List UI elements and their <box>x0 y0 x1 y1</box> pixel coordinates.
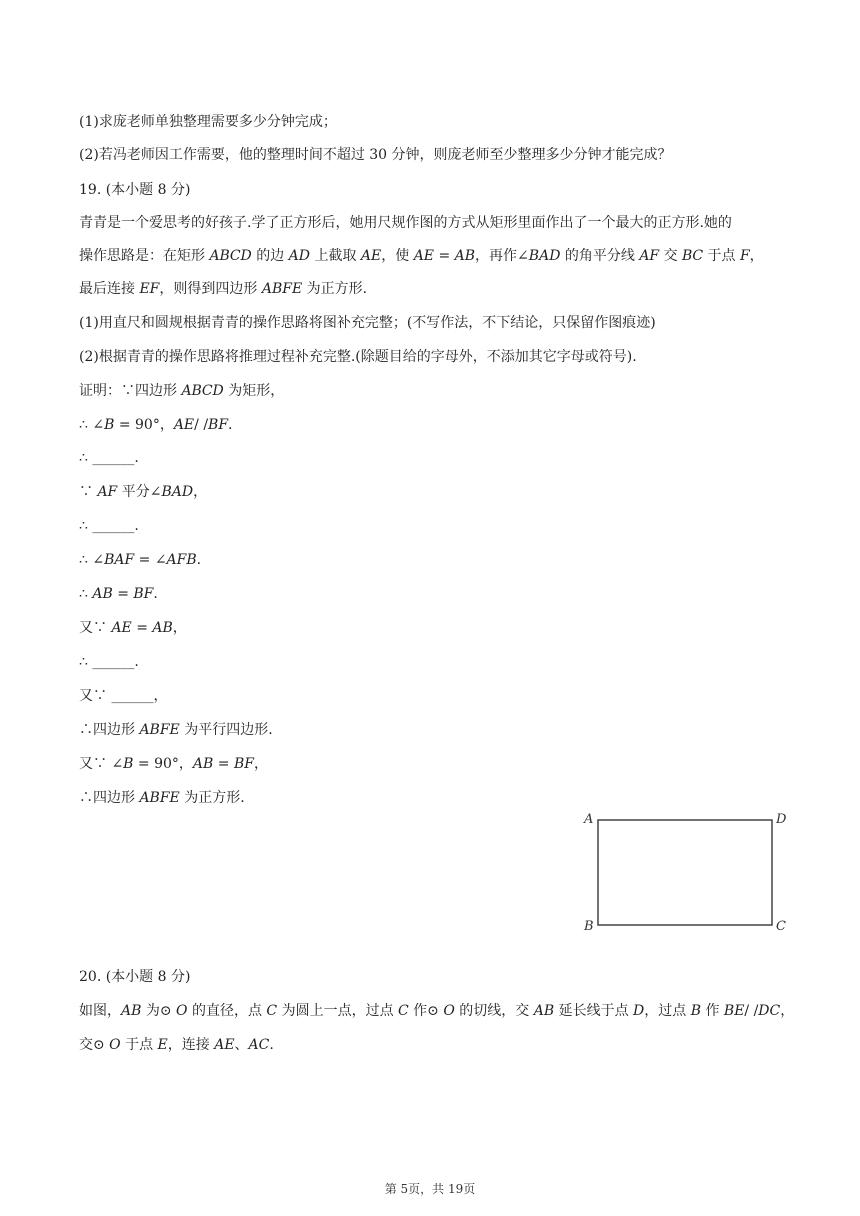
proof-blank-line: ∴ ______. <box>79 450 139 466</box>
p20-line-2: 交⊙ 𝑂 于点 𝐸，连接 𝐴𝐸、𝐴𝐶. <box>79 1037 274 1053</box>
p19-intro-line-1: 青青是一个爱思考的好孩子.学了正方形后，她用尺规作图的方式从矩形里面作出了一个最大的正方形.她的 <box>79 215 732 231</box>
proof-line: ∴ ∠𝐵𝐴𝐹 = ∠𝐴𝐹𝐵. <box>79 552 202 568</box>
p18-question-1: (1)求庞老师单独整理需要多少分钟完成； <box>79 114 337 130</box>
p19-question-2: (2)根据青青的操作思路将推理过程补充完整.(除题目给的字母外，不添加其它字母或符号). <box>79 349 637 365</box>
proof-line: ∴四边形 𝐴𝐵𝐹𝐸 为正方形. <box>79 790 245 806</box>
p19-header: 19. (本小题 8 分) <box>79 182 191 198</box>
p20-header: 20. (本小题 8 分) <box>79 969 191 985</box>
p19-intro-line-2: 操作思路是：在矩形 𝐴𝐵𝐶𝐷 的边 𝐴𝐷 上截取 𝐴𝐸，使 𝐴𝐸 = 𝐴𝐵，再作∠𝐵𝐴𝐷 的角平分线 𝐴𝐹 交 𝐵𝐶 于点 𝐹， <box>79 248 764 264</box>
proof-blank-line: ∴ ______. <box>79 518 139 534</box>
proof-line: ∵ 𝐴𝐹 平分∠𝐵𝐴𝐷， <box>79 484 208 500</box>
proof-line: 证明：∵四边形 𝐴𝐵𝐶𝐷 为矩形， <box>79 383 285 399</box>
proof-blank-line: ∴ ______. <box>79 654 139 670</box>
proof-line: ∴四边形 𝐴𝐵𝐹𝐸 为平行四边形. <box>79 722 273 738</box>
page-footer: 第 5页，共 19页 <box>384 1182 476 1196</box>
proof-blank-line: 又∵ ______， <box>79 688 168 704</box>
proof-line: ∴ ∠𝐵 = 90°，𝐴𝐸/ /𝐵𝐹. <box>79 417 233 433</box>
p19-intro-line-3: 最后连接 𝐸𝐹，则得到四边形 𝐴𝐵𝐹𝐸 为正方形. <box>79 281 368 297</box>
label-b: B <box>584 919 594 934</box>
p19-question-1: (1)用直尺和圆规根据青青的操作思路将图补充完整；(不写作法，不下结论，只保留作图痕迹) <box>79 315 656 331</box>
rectangle-abcd-figure <box>578 808 794 938</box>
label-d: D <box>776 812 787 827</box>
proof-line: ∴ 𝐴𝐵 = 𝐵𝐹. <box>79 586 158 602</box>
p20-line-1: 如图，𝐴𝐵 为⊙ 𝑂 的直径，点 𝐶 为圆上一点，过点 𝐶 作⊙ 𝑂 的切线，交 𝐴𝐵 延长线于点 𝐷，过点 𝐵 作 𝐵𝐸/ /𝐷𝐶， <box>79 1003 795 1019</box>
p18-question-2: (2)若冯老师因工作需要，他的整理时间不超过 30 分钟，则庞老师至少整理多少分钟才能完成？ <box>79 147 672 163</box>
proof-line: 又∵ 𝐴𝐸 = 𝐴𝐵， <box>79 620 187 636</box>
rectangle-abcd <box>598 820 772 925</box>
label-a: A <box>584 812 594 827</box>
proof-line: 又∵ ∠𝐵 = 90°，𝐴𝐵 = 𝐵𝐹， <box>79 756 268 772</box>
label-c: C <box>776 919 786 934</box>
